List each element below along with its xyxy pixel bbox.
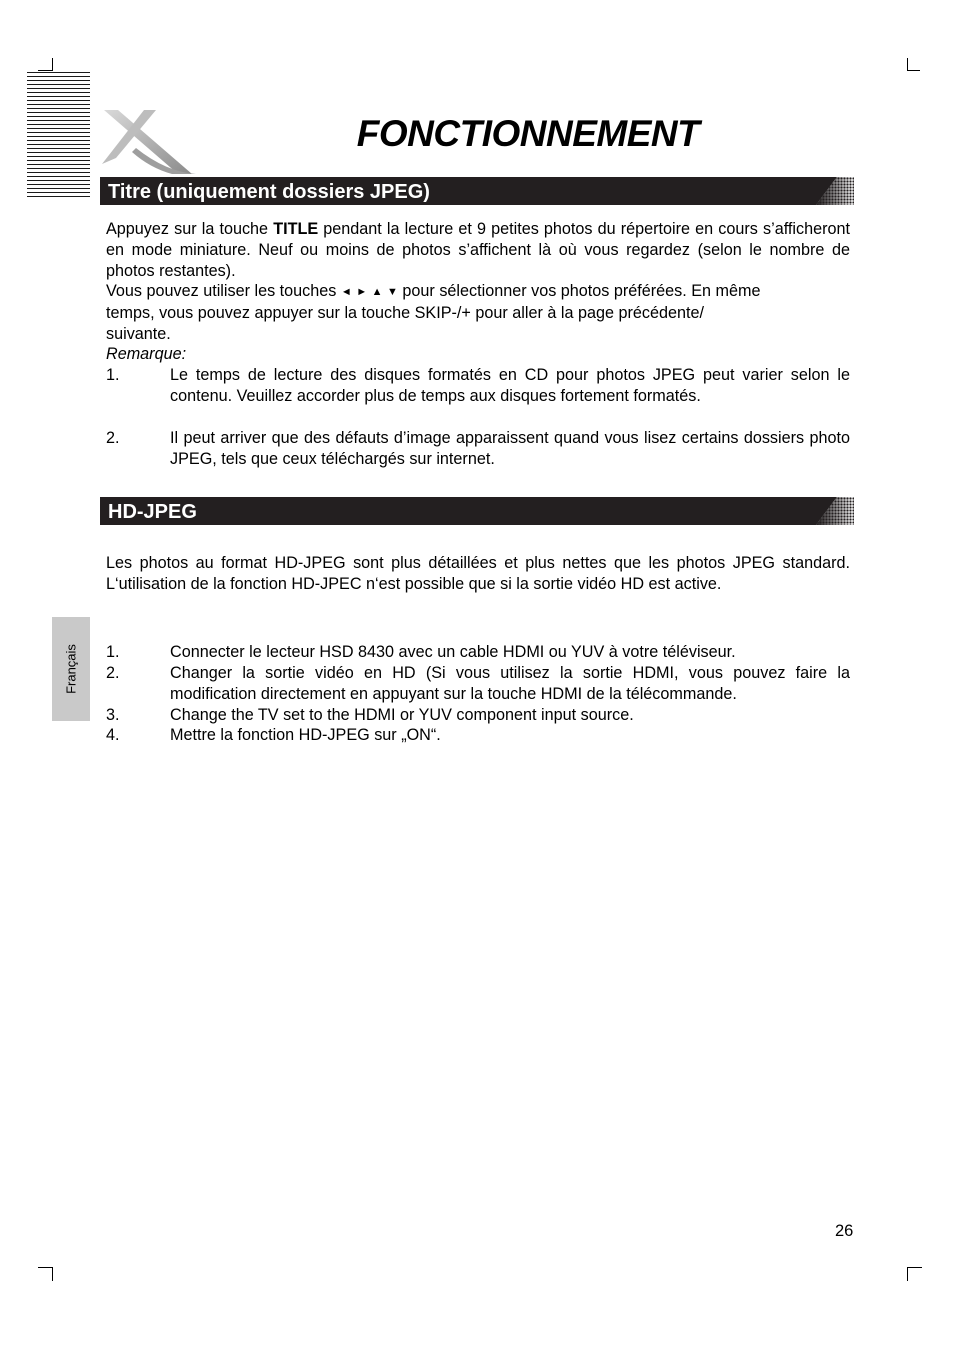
crop-mark-top-left xyxy=(38,58,53,71)
section-heading-label: HD-JPEG xyxy=(108,501,197,523)
page-title: FONCTIONNEMENT xyxy=(356,113,700,154)
arrow-right-icon: ► xyxy=(356,286,368,298)
title-key-label: TITLE xyxy=(273,220,319,238)
text-line xyxy=(106,281,850,303)
note-item xyxy=(106,365,850,407)
arrow-up-icon: ▲ xyxy=(371,286,383,298)
text-run: pour sélectionner vos photos préférées. En même xyxy=(397,282,761,300)
arrow-left-icon: ◄ xyxy=(340,286,352,298)
step-number: 4. xyxy=(106,726,120,744)
step-text: Mettre la fonction HD-JPEG sur „ON“. xyxy=(170,726,441,744)
text-run: Appuyez sur la touche xyxy=(106,220,274,238)
crop-mark-bottom-left xyxy=(38,1267,53,1281)
paragraph-title-intro xyxy=(106,219,850,281)
step-item xyxy=(106,705,850,726)
language-tab-label: Français xyxy=(63,644,79,694)
crop-mark-top-right xyxy=(907,58,920,71)
text-run: pendant la lecture et 9 petites photos du répertoire en cours s’afficheront en mode miniature. Neuf ou moins de photos s’affichent là où vous regardez (selon le nombre de photos restantes). xyxy=(106,220,850,280)
step-item xyxy=(106,663,850,705)
step-text: Change the TV set to the HDMI or YUV component input source. xyxy=(170,706,634,724)
halftone-decoration xyxy=(816,497,854,525)
step-text: Connecter le lecteur HSD 8430 avec un cable HDMI ou YUV à votre téléviseur. xyxy=(170,643,736,661)
crop-mark-bottom-right xyxy=(907,1267,922,1281)
note-text: Il peut arriver que des défauts d’image apparaissent quand vous lisez certains dossiers photo JPEG, tels que ceux téléchargés sur internet. xyxy=(170,429,850,468)
text-line: suivante. xyxy=(106,324,171,343)
text-run: Vous pouvez utiliser les touches xyxy=(106,282,341,300)
section-heading-title-jpeg xyxy=(100,177,854,205)
step-number: 2. xyxy=(106,664,120,682)
paragraph-hd-jpeg-intro: Les photos au format HD-JPEG sont plus détaillées et plus nettes que les photos JPEG standard. L‘utilisation de la fonction HD-JPEC n‘est possible que si la sortie vidéo HD est active. xyxy=(106,554,850,593)
language-tab xyxy=(52,617,90,721)
note-number: 2. xyxy=(106,429,120,447)
step-text: Changer la sortie vidéo en HD (Si vous utilisez la sortie HDMI, vous pouvez faire la modification directement en appuyant sur la touche HDMI de la télécommande. xyxy=(170,664,850,703)
step-item xyxy=(106,725,850,746)
text-line: temps, vous pouvez appuyer sur la touche SKIP-/+ pour aller à la page précédente/ xyxy=(106,303,704,322)
paragraph-navigation xyxy=(106,281,850,365)
step-item xyxy=(106,642,850,663)
step-number: 1. xyxy=(106,643,120,661)
remark-label: Remarque: xyxy=(106,345,187,364)
note-item xyxy=(106,428,850,470)
section-heading-label: Titre (uniquement dossiers JPEG) xyxy=(108,181,430,203)
halftone-decoration xyxy=(816,177,854,205)
arrow-down-icon: ▼ xyxy=(387,286,398,298)
note-text: Le temps de lecture des disques formatés en CD pour photos JPEG peut varier selon le contenu. Veuillez accorder plus de temps aux disques fortement formatés. xyxy=(170,366,850,405)
section-heading-hd-jpeg xyxy=(100,497,854,525)
note-number: 1. xyxy=(106,366,120,384)
step-number: 3. xyxy=(106,706,120,724)
page-number: 26 xyxy=(835,1222,854,1240)
